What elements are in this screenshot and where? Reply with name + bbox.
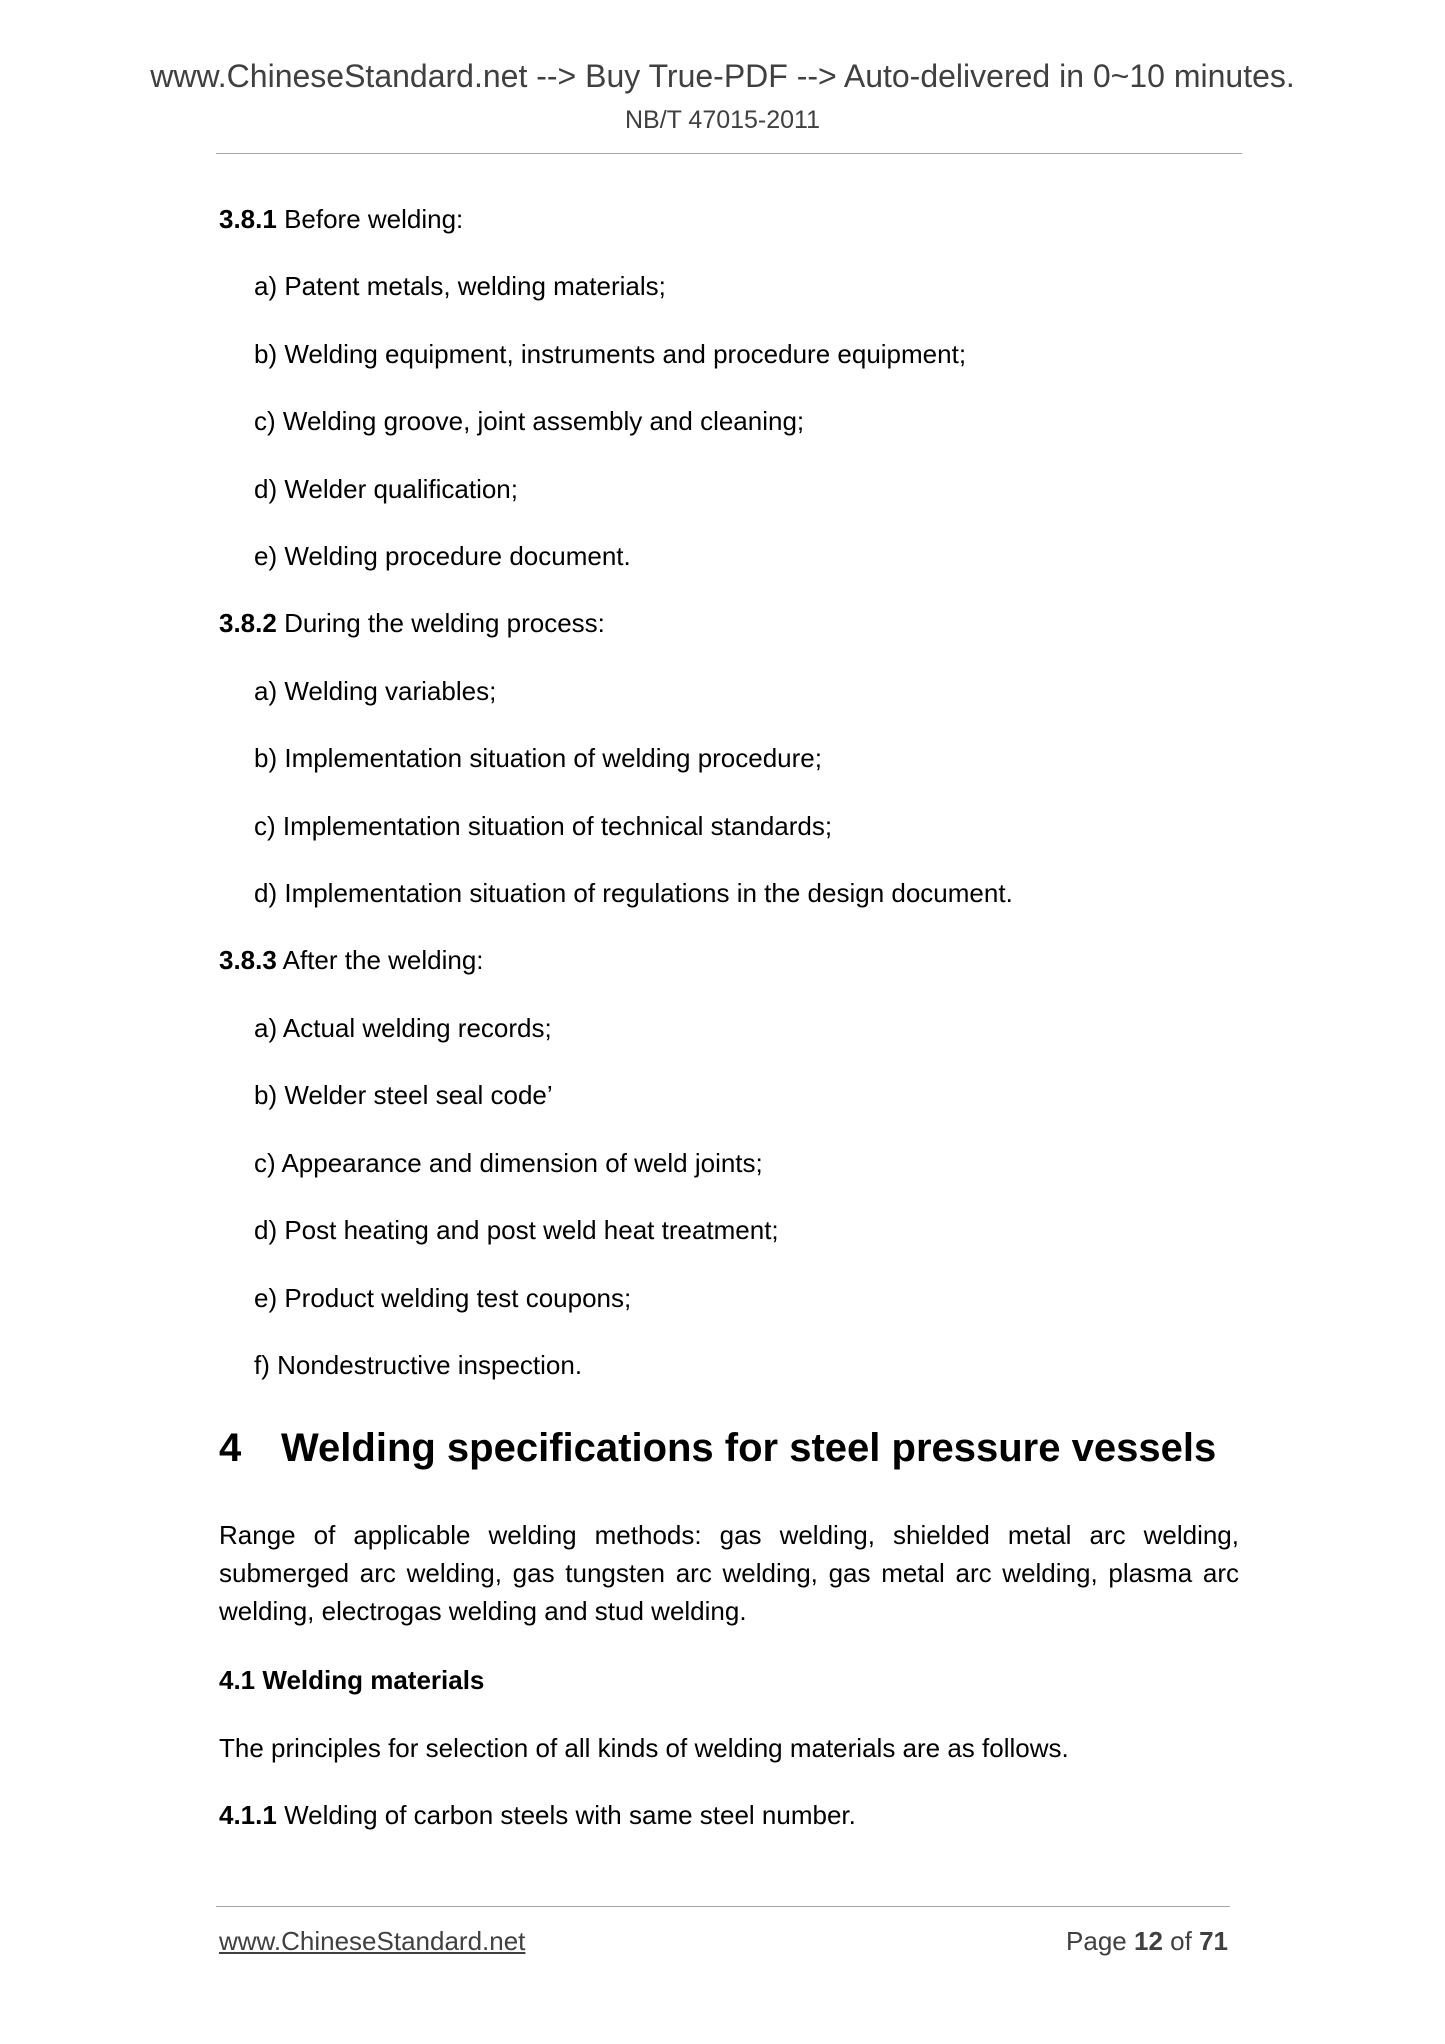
list-item: a) Welding variables; bbox=[254, 676, 497, 706]
clause-number: 4.1.1 bbox=[219, 1800, 277, 1830]
standard-code: NB/T 47015-2011 bbox=[624, 106, 821, 134]
clause-title: Welding of carbon steels with same steel number. bbox=[284, 1800, 856, 1830]
clause-4-1-1 bbox=[219, 1798, 856, 1832]
list-item: b) Welder steel seal code’ bbox=[254, 1080, 553, 1110]
clause-3-8-3 bbox=[219, 943, 484, 977]
list-item: e) Product welding test coupons; bbox=[254, 1283, 632, 1313]
chapter-intro-paragraph: Range of applicable welding methods: gas welding, shielded metal arc welding, submerged arc welding, gas tungsten arc welding, gas metal arc welding, plasma arc welding, electrogas welding and stud welding. bbox=[219, 1520, 1239, 1626]
clause-3-8-2 bbox=[219, 606, 605, 640]
list-item: f) Nondestructive inspection. bbox=[254, 1350, 583, 1380]
clause-title: Before welding: bbox=[284, 204, 464, 234]
list-item: a) Actual welding records; bbox=[254, 1013, 552, 1043]
list-item: a) Patent metals, welding materials; bbox=[254, 271, 666, 301]
list-item: e) Welding procedure document. bbox=[254, 541, 631, 571]
clause-3-8-1 bbox=[219, 202, 463, 236]
clause-title: After the welding: bbox=[282, 945, 484, 975]
list-item: c) Appearance and dimension of weld joints; bbox=[254, 1148, 763, 1178]
clause-number: 3.8.2 bbox=[219, 608, 277, 638]
chapter-title: Welding specifications for steel pressure vessels bbox=[281, 1426, 1217, 1470]
section-text: The principles for selection of all kinds of welding materials are as follows. bbox=[219, 1733, 1069, 1763]
page-total: 71 bbox=[1199, 1926, 1228, 1956]
page-prefix: Page bbox=[1066, 1926, 1127, 1956]
footer-site-link[interactable]: www.ChineseStandard.net bbox=[219, 1926, 526, 1956]
chapter-heading bbox=[219, 1424, 1216, 1472]
clause-number: 3.8.1 bbox=[219, 204, 277, 234]
page-indicator bbox=[1066, 1924, 1228, 1958]
page-current: 12 bbox=[1134, 1926, 1163, 1956]
section-heading: 4.1 Welding materials bbox=[219, 1665, 485, 1695]
list-item: d) Implementation situation of regulations in the design document. bbox=[254, 878, 1013, 908]
list-item: c) Welding groove, joint assembly and cleaning; bbox=[254, 406, 805, 436]
header-banner: www.ChineseStandard.net --> Buy True-PDF --> Auto-delivered in 0~10 minutes. bbox=[150, 58, 1295, 94]
list-item: b) Welding equipment, instruments and procedure equipment; bbox=[254, 339, 967, 369]
header-divider bbox=[216, 153, 1242, 154]
list-item: c) Implementation situation of technical standards; bbox=[254, 811, 833, 841]
list-item: d) Welder qualification; bbox=[254, 474, 518, 504]
list-item: b) Implementation situation of welding procedure; bbox=[254, 743, 822, 773]
page-of: of bbox=[1170, 1926, 1192, 1956]
list-item: d) Post heating and post weld heat treatment; bbox=[254, 1215, 779, 1245]
clause-number: 3.8.3 bbox=[219, 945, 277, 975]
footer-divider bbox=[216, 1906, 1230, 1907]
chapter-number: 4 bbox=[219, 1426, 242, 1470]
clause-title: During the welding process: bbox=[284, 608, 605, 638]
